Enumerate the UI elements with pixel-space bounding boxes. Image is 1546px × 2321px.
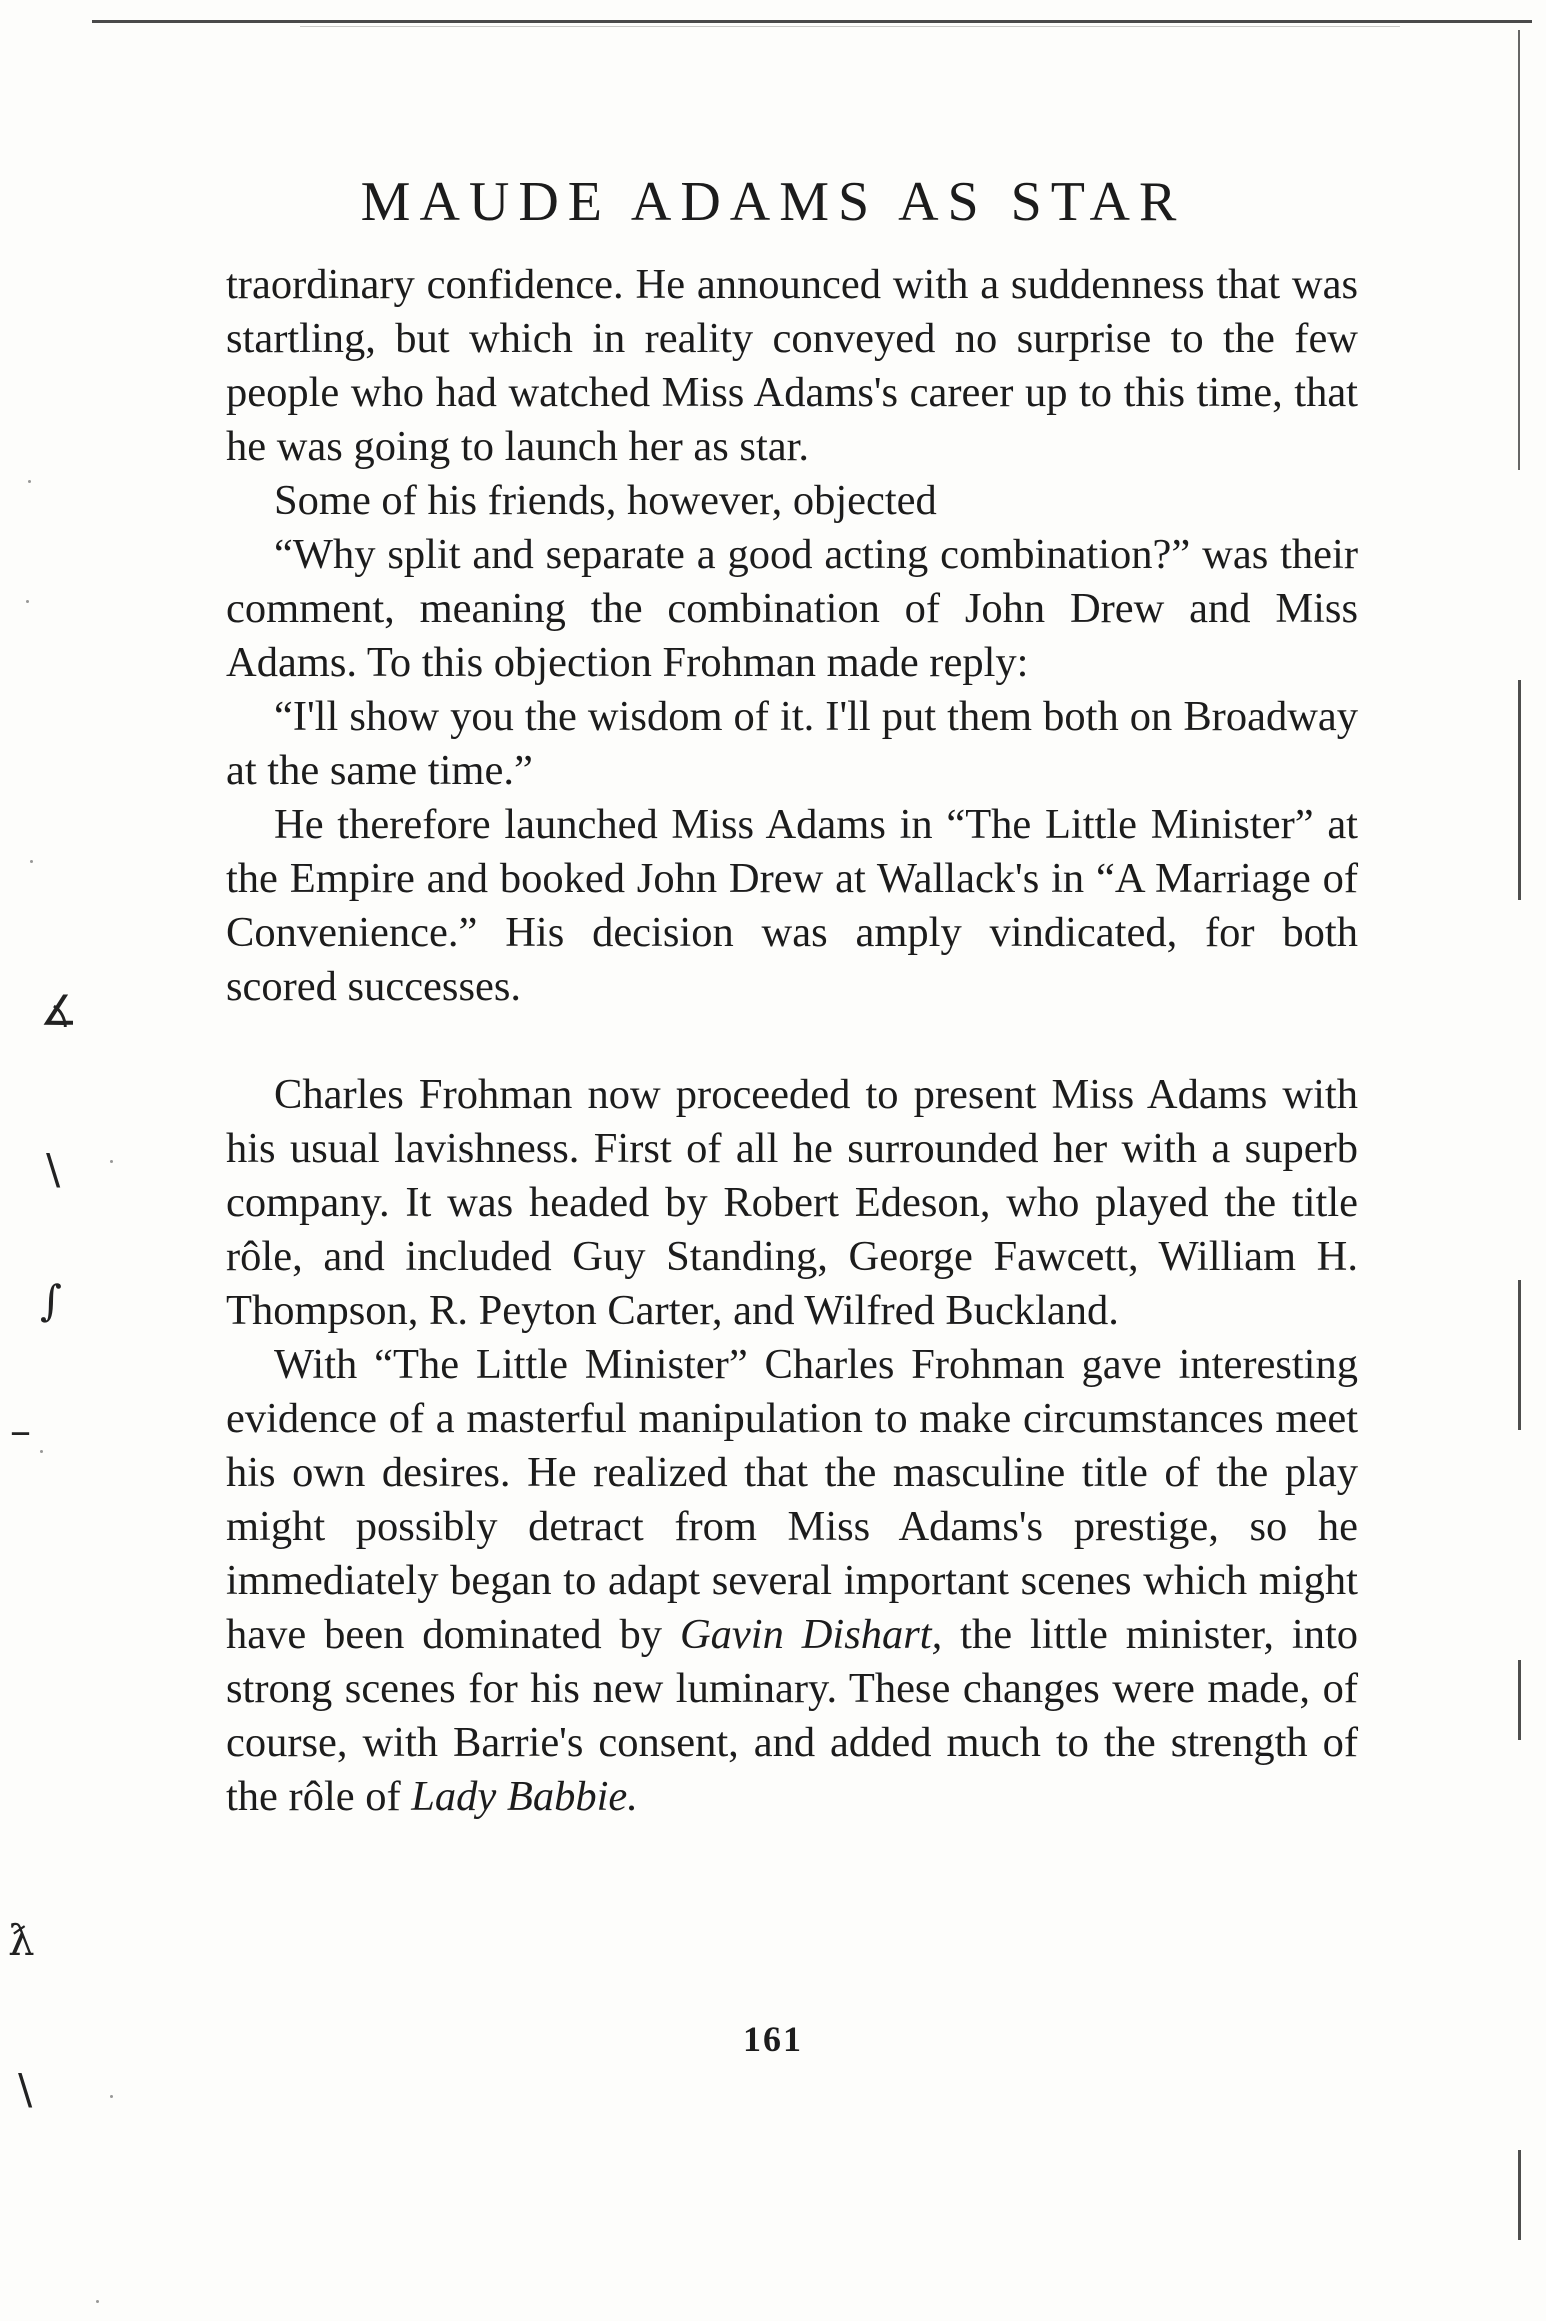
text-run: Charles Frohman now proceeded to present Miss Adams with his usual lavishness. First of all he surrounded her with a superb company. It was headed by Robert Edeson, who played the title rôle, and included Guy Standing, George Fawcett, William H. Thompson, R. Peyton Carter, and Wilfred Buckland. bbox=[226, 1071, 1358, 1334]
paragraph-p5 bbox=[226, 798, 1358, 1014]
paragraph-p7 bbox=[226, 1338, 1358, 1824]
scan-margin-mark: – bbox=[10, 1406, 31, 1455]
text-run: traordinary confidence. He announced with a suddenness that was startling, but which in reality conveyed no surprise to the few people who had watched Miss Adams's career up to this time, that he was going to launch her as star. bbox=[226, 261, 1358, 470]
scan-speck bbox=[28, 480, 31, 483]
paragraph-p2 bbox=[226, 474, 1358, 528]
scan-margin-mark: ∖ bbox=[38, 1146, 65, 1195]
section-break bbox=[226, 1014, 1358, 1068]
page-number: 161 bbox=[743, 2019, 803, 2059]
italic-name: Lady Babbie. bbox=[411, 1773, 638, 1820]
text-section-2 bbox=[226, 1068, 1358, 1824]
text-run: With “The Little Minister” Charles Frohman gave interesting evidence of a masterful manipulation to make circumstances meet his own desires. He realized that the masculine title of the play might possibly detract from Miss Adams's prestige, so he immediately began to adapt several important scenes which might have been dominated by bbox=[226, 1341, 1358, 1658]
scan-margin-mark: ∖ bbox=[10, 2066, 37, 2115]
text-run: He therefore launched Miss Adams in “The Little Minister” at the Empire and booked John Drew at Wallack's in “A Marriage of Convenience.” His decision was amply vindicated, for both scored successes. bbox=[226, 801, 1358, 1010]
text-run: the little minister, into strong scenes for his new luminary. These changes were made, of course, with Barrie's consent, and added much to the strength of the rôle of bbox=[226, 1611, 1359, 1820]
scan-margin-mark: ƛ bbox=[8, 1916, 35, 1965]
paragraph-p3 bbox=[226, 528, 1358, 690]
scan-margin-mark bbox=[1518, 1660, 1521, 1740]
scan-margin-mark: ∫ bbox=[40, 1276, 62, 1325]
running-head: MAUDE ADAMS AS STAR bbox=[360, 171, 1186, 233]
scan-margin-mark: ∡ bbox=[40, 986, 78, 1035]
paragraph-p4 bbox=[226, 690, 1358, 798]
text-run: Some of his friends, however, objected bbox=[274, 477, 937, 524]
scan-margin-mark bbox=[1518, 680, 1521, 900]
text-run: “I'll show you the wisdom of it. I'll put them both on Broadway at the same time.” bbox=[226, 693, 1358, 794]
scan-margin-mark bbox=[1518, 1280, 1521, 1430]
scan-speck bbox=[110, 2095, 113, 2098]
scan-speck bbox=[110, 1160, 113, 1163]
text-section-1 bbox=[226, 258, 1358, 1014]
scan-speck bbox=[30, 860, 33, 863]
italic-name: Gavin Dishart, bbox=[679, 1611, 943, 1658]
scan-speck bbox=[96, 2300, 99, 2303]
scan-margin-mark bbox=[1518, 2150, 1521, 2240]
scan-speck bbox=[26, 600, 29, 603]
paragraph-p6 bbox=[226, 1068, 1358, 1338]
body-text bbox=[226, 258, 1358, 1824]
text-run: “Why split and separate a good acting combination?” was their comment, meaning the combination of John Drew and Miss Adams. To this objection Frohman made reply: bbox=[226, 531, 1358, 686]
paragraph-p1 bbox=[226, 258, 1358, 474]
page-right-edge bbox=[1518, 30, 1520, 470]
top-rule bbox=[92, 20, 1532, 23]
top-rule-shadow bbox=[300, 26, 1400, 27]
scan-speck bbox=[40, 1450, 43, 1453]
